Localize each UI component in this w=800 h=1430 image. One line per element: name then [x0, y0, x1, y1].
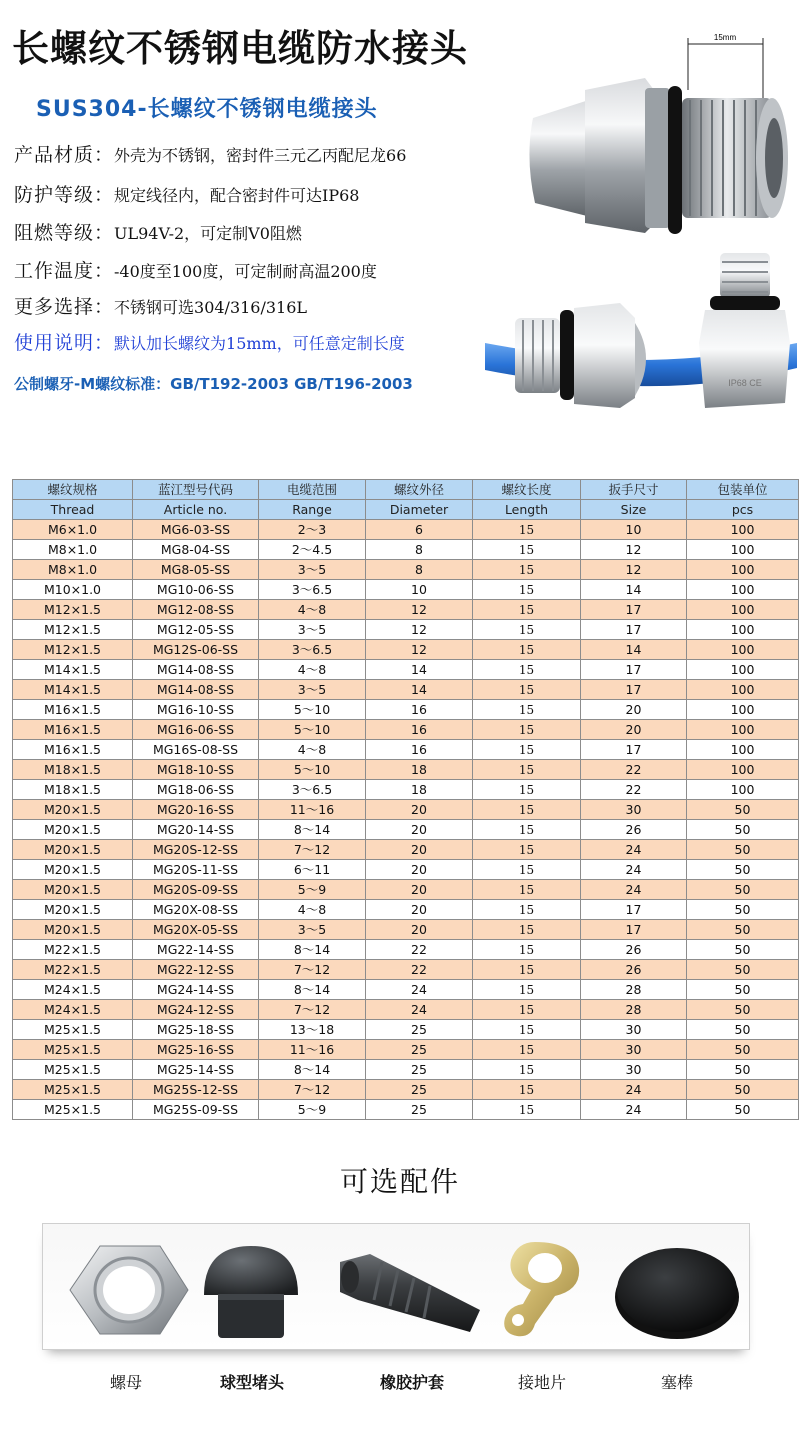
cell-size: 12 [581, 560, 687, 580]
accessory-label-blanking-plug: 塞棒 [660, 1373, 693, 1392]
cell-range: 7～12 [259, 1080, 366, 1100]
cell-diameter: 20 [366, 820, 473, 840]
accessory-label-ground-lug: 接地片 [517, 1373, 566, 1392]
cell-size: 26 [581, 940, 687, 960]
cell-size: 24 [581, 860, 687, 880]
cell-range: 4～8 [259, 660, 366, 680]
page-title: 长螺纹不锈钢电缆防水接头 [12, 27, 468, 70]
spec-protection [14, 180, 359, 207]
cell-pcs: 50 [687, 1020, 799, 1040]
cell-length: 15 [473, 720, 581, 740]
cell-thread: M16×1.5 [13, 720, 133, 740]
cell-thread: M20×1.5 [13, 920, 133, 940]
cell-pcs: 100 [687, 540, 799, 560]
cell-pcs: 50 [687, 940, 799, 960]
cell-thread: M20×1.5 [13, 860, 133, 880]
spec-temperature [14, 256, 377, 283]
cell-length: 15 [473, 760, 581, 780]
table-header-row-en [13, 500, 799, 520]
cell-size: 28 [581, 980, 687, 1000]
cell-pcs: 100 [687, 680, 799, 700]
cell-length: 15 [473, 920, 581, 940]
cell-article: MG20S-11-SS [133, 860, 259, 880]
cell-diameter: 18 [366, 760, 473, 780]
cell-pcs: 50 [687, 880, 799, 900]
cell-diameter: 25 [366, 1020, 473, 1040]
cell-range: 8～14 [259, 940, 366, 960]
cell-size: 12 [581, 540, 687, 560]
cell-range: 5～9 [259, 1100, 366, 1120]
cell-length: 15 [473, 800, 581, 820]
cell-thread: M12×1.5 [13, 640, 133, 660]
header-diameter-en: Diameter [366, 500, 473, 520]
cell-range: 3～6.5 [259, 640, 366, 660]
cell-pcs: 50 [687, 860, 799, 880]
cell-diameter: 24 [366, 980, 473, 1000]
cell-article: MG20-16-SS [133, 800, 259, 820]
accessory-label-dome-plug: 球型堵头 [219, 1373, 284, 1392]
header-pcs-cn: 包装单位 [687, 480, 799, 500]
table-row [13, 760, 799, 780]
cell-thread: M6×1.0 [13, 520, 133, 540]
table-row [13, 1100, 799, 1120]
cell-article: MG22-12-SS [133, 960, 259, 980]
table-row [13, 820, 799, 840]
cell-pcs: 50 [687, 840, 799, 860]
table-row [13, 880, 799, 900]
cell-length: 15 [473, 1000, 581, 1020]
cell-article: MG12S-06-SS [133, 640, 259, 660]
cell-size: 26 [581, 960, 687, 980]
header-size-cn: 扳手尺寸 [581, 480, 687, 500]
cable-assembly-photo [485, 248, 797, 418]
cell-size: 22 [581, 780, 687, 800]
table-row [13, 780, 799, 800]
cell-diameter: 20 [366, 900, 473, 920]
cell-diameter: 25 [366, 1040, 473, 1060]
table-row [13, 860, 799, 880]
cell-diameter: 14 [366, 680, 473, 700]
cell-length: 15 [473, 740, 581, 760]
cell-range: 8～14 [259, 820, 366, 840]
cell-size: 22 [581, 760, 687, 780]
spec-value: UL94V-2，可定制V0阻燃 [114, 224, 302, 243]
cell-diameter: 22 [366, 940, 473, 960]
cell-size: 30 [581, 1040, 687, 1060]
cell-thread: M10×1.0 [13, 580, 133, 600]
spec-value: 外壳为不锈钢，密封件三元乙丙配尼龙66 [114, 146, 407, 165]
cell-size: 24 [581, 840, 687, 860]
cell-pcs: 50 [687, 1060, 799, 1080]
cell-thread: M8×1.0 [13, 560, 133, 580]
cell-thread: M24×1.5 [13, 980, 133, 1000]
cell-length: 15 [473, 1060, 581, 1080]
cell-pcs: 50 [687, 960, 799, 980]
cell-diameter: 12 [366, 620, 473, 640]
table-row [13, 1080, 799, 1100]
cell-diameter: 25 [366, 1100, 473, 1120]
cell-thread: M25×1.5 [13, 1100, 133, 1120]
cell-article: MG24-14-SS [133, 980, 259, 1000]
header-size-en: Size [581, 500, 687, 520]
specification-table [12, 479, 799, 1120]
cell-range: 2～4.5 [259, 540, 366, 560]
cell-thread: M20×1.5 [13, 800, 133, 820]
table-row [13, 740, 799, 760]
cell-length: 15 [473, 1080, 581, 1100]
cell-article: MG18-06-SS [133, 780, 259, 800]
cell-length: 15 [473, 780, 581, 800]
cell-range: 3～5 [259, 680, 366, 700]
cell-thread: M20×1.5 [13, 840, 133, 860]
spec-label: 更多选择： [14, 296, 115, 318]
cell-size: 26 [581, 820, 687, 840]
cell-range: 5～10 [259, 720, 366, 740]
cell-size: 14 [581, 640, 687, 660]
cell-length: 15 [473, 620, 581, 640]
cell-thread: M25×1.5 [13, 1020, 133, 1040]
cell-thread: M22×1.5 [13, 940, 133, 960]
spec-options [14, 292, 307, 319]
table-row [13, 640, 799, 660]
cell-article: MG25-14-SS [133, 1060, 259, 1080]
spec-flame [14, 218, 302, 245]
header-thread-cn: 螺纹规格 [13, 480, 133, 500]
cell-length: 15 [473, 1020, 581, 1040]
cell-range: 8～14 [259, 1060, 366, 1080]
accessory-label-rubber-sleeve: 橡胶护套 [379, 1373, 444, 1392]
cell-article: MG8-05-SS [133, 560, 259, 580]
cell-length: 15 [473, 1040, 581, 1060]
cell-diameter: 14 [366, 660, 473, 680]
cell-thread: M18×1.5 [13, 760, 133, 780]
cell-length: 15 [473, 1100, 581, 1120]
spec-usage [14, 328, 405, 355]
cell-range: 3～6.5 [259, 780, 366, 800]
cable-gland-photo [525, 28, 795, 243]
cell-pcs: 100 [687, 740, 799, 760]
cell-length: 15 [473, 640, 581, 660]
cell-thread: M18×1.5 [13, 780, 133, 800]
table-row [13, 700, 799, 720]
cell-thread: M22×1.5 [13, 960, 133, 980]
cell-range: 11～16 [259, 800, 366, 820]
cell-size: 17 [581, 660, 687, 680]
cell-range: 4～8 [259, 740, 366, 760]
cell-length: 15 [473, 840, 581, 860]
cell-pcs: 50 [687, 1000, 799, 1020]
cell-article: MG10-06-SS [133, 580, 259, 600]
cell-thread: M14×1.5 [13, 660, 133, 680]
cell-diameter: 8 [366, 540, 473, 560]
spec-label: 工作温度： [14, 260, 115, 282]
cell-diameter: 20 [366, 800, 473, 820]
cell-pcs: 100 [687, 780, 799, 800]
table-row [13, 540, 799, 560]
table-row [13, 920, 799, 940]
cell-article: MG16-10-SS [133, 700, 259, 720]
spec-value: 规定线径内，配合密封件可达IP68 [114, 186, 360, 205]
cell-pcs: 100 [687, 640, 799, 660]
cell-pcs: 100 [687, 620, 799, 640]
cell-article: MG12-05-SS [133, 620, 259, 640]
hex-nut-icon [62, 1240, 192, 1340]
table-row [13, 580, 799, 600]
cell-diameter: 20 [366, 840, 473, 860]
thread-standard: 公制螺牙-M螺纹标准：GB/T192-2003 GB/T196-2003 [14, 375, 413, 393]
cell-range: 4～8 [259, 900, 366, 920]
cell-diameter: 25 [366, 1080, 473, 1100]
table-row [13, 900, 799, 920]
cell-article: MG25S-09-SS [133, 1100, 259, 1120]
cell-article: MG22-14-SS [133, 940, 259, 960]
table-row [13, 940, 799, 960]
cell-pcs: 100 [687, 560, 799, 580]
cell-pcs: 50 [687, 980, 799, 1000]
cell-article: MG20S-09-SS [133, 880, 259, 900]
cell-range: 4～8 [259, 600, 366, 620]
table-row [13, 980, 799, 1000]
cell-diameter: 20 [366, 920, 473, 940]
cell-size: 30 [581, 1020, 687, 1040]
table-row [13, 840, 799, 860]
ground-lug-icon [495, 1238, 590, 1343]
cell-range: 7～12 [259, 1000, 366, 1020]
cell-size: 10 [581, 520, 687, 540]
table-row [13, 960, 799, 980]
cell-thread: M25×1.5 [13, 1060, 133, 1080]
cell-range: 11～16 [259, 1040, 366, 1060]
header-length-cn: 螺纹长度 [473, 480, 581, 500]
cell-size: 14 [581, 580, 687, 600]
table-row [13, 1060, 799, 1080]
table-header-row-cn [13, 480, 799, 500]
blanking-plug-icon [610, 1242, 745, 1342]
cell-article: MG14-08-SS [133, 660, 259, 680]
cell-diameter: 8 [366, 560, 473, 580]
cell-pcs: 100 [687, 700, 799, 720]
cell-length: 15 [473, 540, 581, 560]
spec-label: 使用说明： [14, 332, 115, 354]
cell-pcs: 100 [687, 760, 799, 780]
cell-range: 5～10 [259, 760, 366, 780]
cell-range: 13～18 [259, 1020, 366, 1040]
cell-diameter: 16 [366, 700, 473, 720]
cell-thread: M20×1.5 [13, 880, 133, 900]
cell-size: 24 [581, 1080, 687, 1100]
cell-diameter: 18 [366, 780, 473, 800]
cell-length: 15 [473, 580, 581, 600]
cell-range: 6～11 [259, 860, 366, 880]
cell-article: MG20-14-SS [133, 820, 259, 840]
cell-length: 15 [473, 980, 581, 1000]
accessory-label-nut: 螺母 [109, 1373, 142, 1392]
spec-label: 防护等级： [14, 184, 115, 206]
header-diameter-cn: 螺纹外径 [366, 480, 473, 500]
cell-thread: M12×1.5 [13, 620, 133, 640]
cell-article: MG20X-05-SS [133, 920, 259, 940]
cell-length: 15 [473, 600, 581, 620]
cell-pcs: 50 [687, 800, 799, 820]
cell-thread: M24×1.5 [13, 1000, 133, 1020]
cell-pcs: 100 [687, 660, 799, 680]
cell-diameter: 6 [366, 520, 473, 540]
cell-article: MG6-03-SS [133, 520, 259, 540]
product-subtitle: SUS304-长螺纹不锈钢电缆接头 [36, 97, 378, 122]
cell-article: MG16S-08-SS [133, 740, 259, 760]
spec-value: -40度至100度，可定制耐高温200度 [114, 262, 377, 281]
cell-range: 5～10 [259, 700, 366, 720]
spec-label: 产品材质： [14, 144, 115, 166]
spec-material [14, 140, 406, 167]
header-range-cn: 电缆范围 [259, 480, 366, 500]
cell-pcs: 50 [687, 1100, 799, 1120]
cell-range: 8～14 [259, 980, 366, 1000]
cell-size: 17 [581, 620, 687, 640]
cell-article: MG25-18-SS [133, 1020, 259, 1040]
cell-size: 30 [581, 1060, 687, 1080]
dimension-label: 15mm [713, 33, 737, 42]
cell-size: 17 [581, 600, 687, 620]
cell-article: MG18-10-SS [133, 760, 259, 780]
table-row [13, 720, 799, 740]
cell-length: 15 [473, 680, 581, 700]
cell-thread: M25×1.5 [13, 1080, 133, 1100]
cell-size: 17 [581, 900, 687, 920]
cell-thread: M16×1.5 [13, 700, 133, 720]
cell-article: MG16-06-SS [133, 720, 259, 740]
cell-article: MG20X-08-SS [133, 900, 259, 920]
cell-length: 15 [473, 880, 581, 900]
cell-range: 7～12 [259, 960, 366, 980]
cell-diameter: 12 [366, 640, 473, 660]
cell-article: MG12-08-SS [133, 600, 259, 620]
cell-range: 5～9 [259, 880, 366, 900]
cell-range: 2～3 [259, 520, 366, 540]
cell-length: 15 [473, 660, 581, 680]
cell-article: MG14-08-SS [133, 680, 259, 700]
table-row [13, 1040, 799, 1060]
cell-pcs: 50 [687, 920, 799, 940]
cell-range: 3～5 [259, 920, 366, 940]
header-range-en: Range [259, 500, 366, 520]
cell-pcs: 100 [687, 580, 799, 600]
cell-thread: M12×1.5 [13, 600, 133, 620]
table-row [13, 620, 799, 640]
cell-thread: M16×1.5 [13, 740, 133, 760]
cell-diameter: 10 [366, 580, 473, 600]
cell-size: 17 [581, 680, 687, 700]
cell-article: MG20S-12-SS [133, 840, 259, 860]
cell-diameter: 20 [366, 860, 473, 880]
header-article-en: Article no. [133, 500, 259, 520]
cell-length: 15 [473, 960, 581, 980]
cell-pcs: 50 [687, 820, 799, 840]
cell-range: 3～5 [259, 620, 366, 640]
cell-article: MG8-04-SS [133, 540, 259, 560]
spec-label: 阻燃等级： [14, 222, 115, 244]
cell-length: 15 [473, 700, 581, 720]
cell-thread: M8×1.0 [13, 540, 133, 560]
cell-size: 24 [581, 880, 687, 900]
cell-pcs: 50 [687, 1040, 799, 1060]
cell-size: 30 [581, 800, 687, 820]
cell-pcs: 50 [687, 900, 799, 920]
table-row [13, 1020, 799, 1040]
cell-length: 15 [473, 940, 581, 960]
cell-diameter: 16 [366, 720, 473, 740]
spec-value: 默认加长螺纹为15mm，可任意定制长度 [114, 334, 405, 353]
cell-pcs: 100 [687, 520, 799, 540]
cell-range: 7～12 [259, 840, 366, 860]
cell-article: MG25-16-SS [133, 1040, 259, 1060]
cell-size: 17 [581, 740, 687, 760]
header-length-en: Length [473, 500, 581, 520]
cell-size: 20 [581, 700, 687, 720]
cell-diameter: 22 [366, 960, 473, 980]
table-row [13, 600, 799, 620]
cell-length: 15 [473, 860, 581, 880]
header-article-cn: 蓝江型号代码 [133, 480, 259, 500]
header-pcs-en: pcs [687, 500, 799, 520]
cell-length: 15 [473, 520, 581, 540]
spec-value: 不锈钢可选304/316/316L [114, 298, 308, 317]
cell-size: 17 [581, 920, 687, 940]
cell-length: 15 [473, 560, 581, 580]
cell-size: 24 [581, 1100, 687, 1120]
table-row [13, 800, 799, 820]
gland-marking: IP68 CE [728, 378, 762, 388]
table-row [13, 660, 799, 680]
cell-thread: M14×1.5 [13, 680, 133, 700]
cell-thread: M20×1.5 [13, 820, 133, 840]
cell-pcs: 100 [687, 600, 799, 620]
table-row [13, 1000, 799, 1020]
rubber-sleeve-icon [330, 1240, 490, 1340]
cell-article: MG25S-12-SS [133, 1080, 259, 1100]
table-row [13, 680, 799, 700]
cell-diameter: 24 [366, 1000, 473, 1020]
cell-thread: M20×1.5 [13, 900, 133, 920]
cell-size: 20 [581, 720, 687, 740]
table-row [13, 560, 799, 580]
cell-range: 3～5 [259, 560, 366, 580]
header-thread-en: Thread [13, 500, 133, 520]
cell-diameter: 25 [366, 1060, 473, 1080]
accessories-title: 可选配件 [339, 1165, 460, 1198]
cell-article: MG24-12-SS [133, 1000, 259, 1020]
cell-size: 28 [581, 1000, 687, 1020]
cell-range: 3～6.5 [259, 580, 366, 600]
dome-plug-icon [196, 1240, 306, 1345]
cell-diameter: 16 [366, 740, 473, 760]
cell-pcs: 50 [687, 1080, 799, 1100]
table-row [13, 520, 799, 540]
cell-diameter: 20 [366, 880, 473, 900]
cell-pcs: 100 [687, 720, 799, 740]
cell-length: 15 [473, 820, 581, 840]
cell-length: 15 [473, 900, 581, 920]
cell-diameter: 12 [366, 600, 473, 620]
cell-thread: M25×1.5 [13, 1040, 133, 1060]
